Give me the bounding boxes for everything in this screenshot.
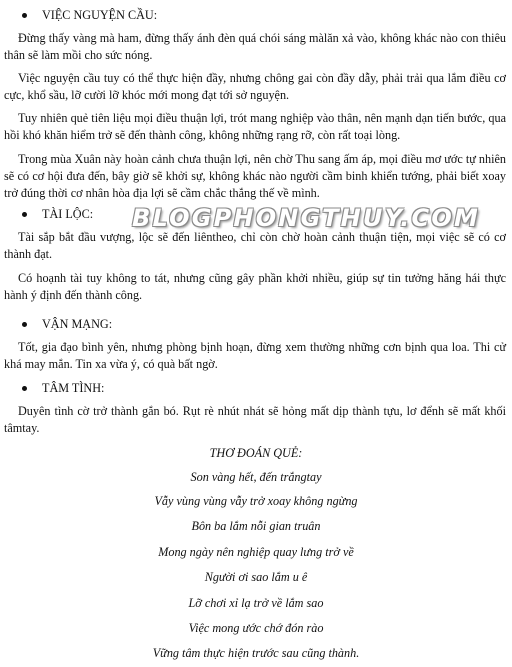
paragraph: Tốt, gia đạo bình yên, nhưng phòng bịnh hoạn, đừng xem thường những cơn bịnh qua loa. Thi cử khá may mắn. Tin xa vừa ý, có quà bất ngờ. — [4, 340, 506, 371]
bullet-icon — [22, 322, 27, 327]
bullet-icon — [22, 212, 27, 217]
poem-line: Vẫy vùng vùng vẫy trở xoay không ngừng — [154, 494, 358, 508]
paragraph: Việc nguyện cầu tuy có thể thực hiện đầy, nhưng chông gai còn đầy dẫy, phải trải qua lắm điều cơ cực, khổ sầu, lỡ cười lỡ khóc mới mong đạt tới sở nguyện. — [4, 71, 506, 102]
paragraph: Duyên tình cờ trở thành gắn bó. Rụt rè nhút nhát sẽ hỏng mất dịp thành tựu, lơ đểnh sẽ mất khối tâmtay. — [4, 404, 506, 435]
poem-line: Bôn ba lắm nỗi gian truân — [191, 519, 321, 533]
paragraph: Đừng thấy vàng mà ham, đừng thấy ánh đèn quá chói sáng màlăn xả vào, không khác nào con thiêu thân sẽ làm mồi cho sức nóng. — [4, 31, 506, 62]
heading-text: TÀI LỘC: — [42, 207, 94, 221]
poem-line: Người ơi sao lắm u ê — [204, 570, 308, 584]
poem-line: Mong ngày nên nghiệp quay lưng trở về — [158, 545, 354, 559]
poem-title: THƠ ĐOÁN QUẺ: — [209, 446, 303, 460]
poem-line: Việc mong ước chớ đón rào — [188, 621, 324, 635]
paragraph: Tài sắp bắt đầu vượng, lộc sẽ đến liêntheo, chỉ còn chờ hoàn cảnh thuận tiện, mọi việc sẽ có cơ thành đạt. — [4, 230, 506, 261]
heading-text: TÂM TÌNH: — [42, 381, 105, 395]
section-heading-viec-nguyen-cau — [22, 8, 157, 23]
poem-line: Lỡ chơi xỉ lạ trở về lắm sao — [188, 596, 324, 610]
heading-text: VẬN MẠNG: — [42, 317, 113, 331]
bullet-icon — [22, 386, 27, 391]
section-heading-van-mang — [22, 317, 112, 332]
section-heading-tam-tinh — [22, 381, 104, 396]
bullet-icon — [22, 13, 27, 18]
poem-line: Vững tâm thực hiện trước sau cũng thành. — [152, 646, 360, 660]
paragraph: Trong mùa Xuân này hoàn cảnh chưa thuận lợi, nên chờ Thu sang ấm áp, mọi điều mơ ước tự nhiên sẽ có cơ hội đưa đến, bây giờ sẽ khởi sự, không khác nào người cầm binh khiển tướng, phải biết xoay trở đúng thời cơ nhân hòa địa lợi sẽ cầm chắc thắng thế về mình. — [4, 152, 506, 200]
watermark-logo: BLOGPHONGTHUY.COM — [132, 204, 481, 232]
paragraph: Tuy nhiên quẻ tiên liệu mọi điều thuận lợi, trót mang nghiệp vào thân, nên mạnh dạn tiến bước, qua hồi khó khăn hiểm trở sẽ đến thành công, không những rạng rỡ, còn rất toại lòng. — [4, 111, 506, 142]
paragraph: Có hoạnh tài tuy không to tát, nhưng cũng gây phần khởi nhiều, giúp sự tin tưởng hăng hái thực hành ý định đến thành công. — [4, 271, 506, 302]
poem-line: Son vàng hết, đến trắngtay — [190, 470, 322, 484]
section-heading-tai-loc — [22, 207, 93, 222]
heading-text: VIỆC NGUYỆN CẦU: — [42, 8, 158, 22]
